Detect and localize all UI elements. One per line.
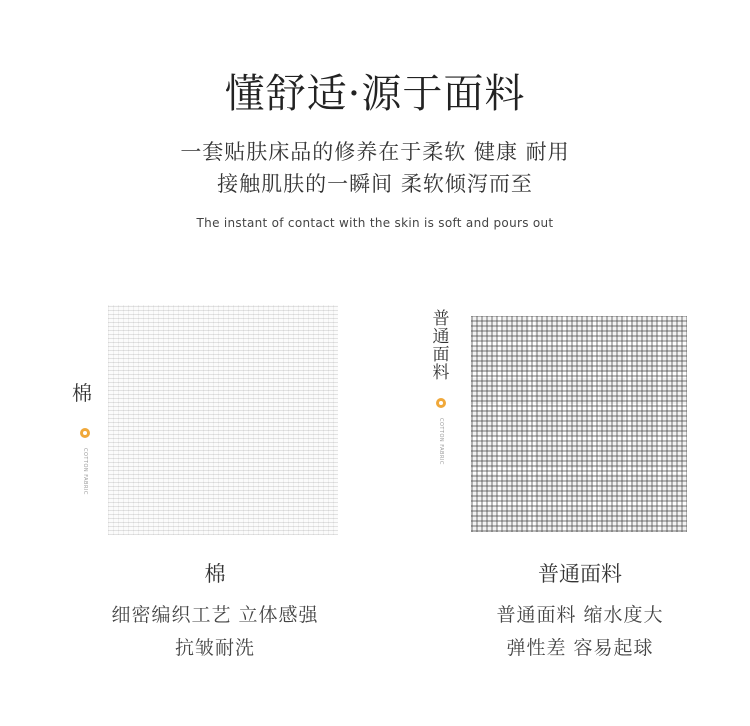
cotton-caption-line-2: 抗皱耐洗 [174,637,255,659]
cotton-fabric-swatch [108,305,338,535]
subtitle-line-1: 一套贴肤床品的修养在于柔软 健康 耐用 [180,140,570,164]
normal-vertical-text: COTTON FABRIC [438,418,444,465]
cotton-vertical-text: COTTON FABRIC [82,448,88,495]
normal-caption-title: 普通面料 [538,562,622,586]
normal-dot-icon [436,398,446,408]
cotton-caption-title: 棉 [204,562,226,586]
page-title: 懂舒适·源于面料 [224,71,526,117]
normal-fabric-swatch [471,316,687,532]
cotton-dot-icon [80,428,90,438]
normal-caption-line-2: 弹性差 容易起球 [506,637,654,659]
subtitle-line-2: 接触肌肤的一瞬间 柔软倾泻而至 [217,172,533,196]
normal-caption-line-1: 普通面料 缩水度大 [496,604,664,626]
cotton-side-label: 棉 [72,381,92,405]
normal-side-label: 普通面料 [432,309,450,383]
english-tagline: The instant of contact with the skin is soft and pours out [196,216,554,230]
cotton-caption-line-1: 细密编织工艺 立体感强 [111,604,319,626]
